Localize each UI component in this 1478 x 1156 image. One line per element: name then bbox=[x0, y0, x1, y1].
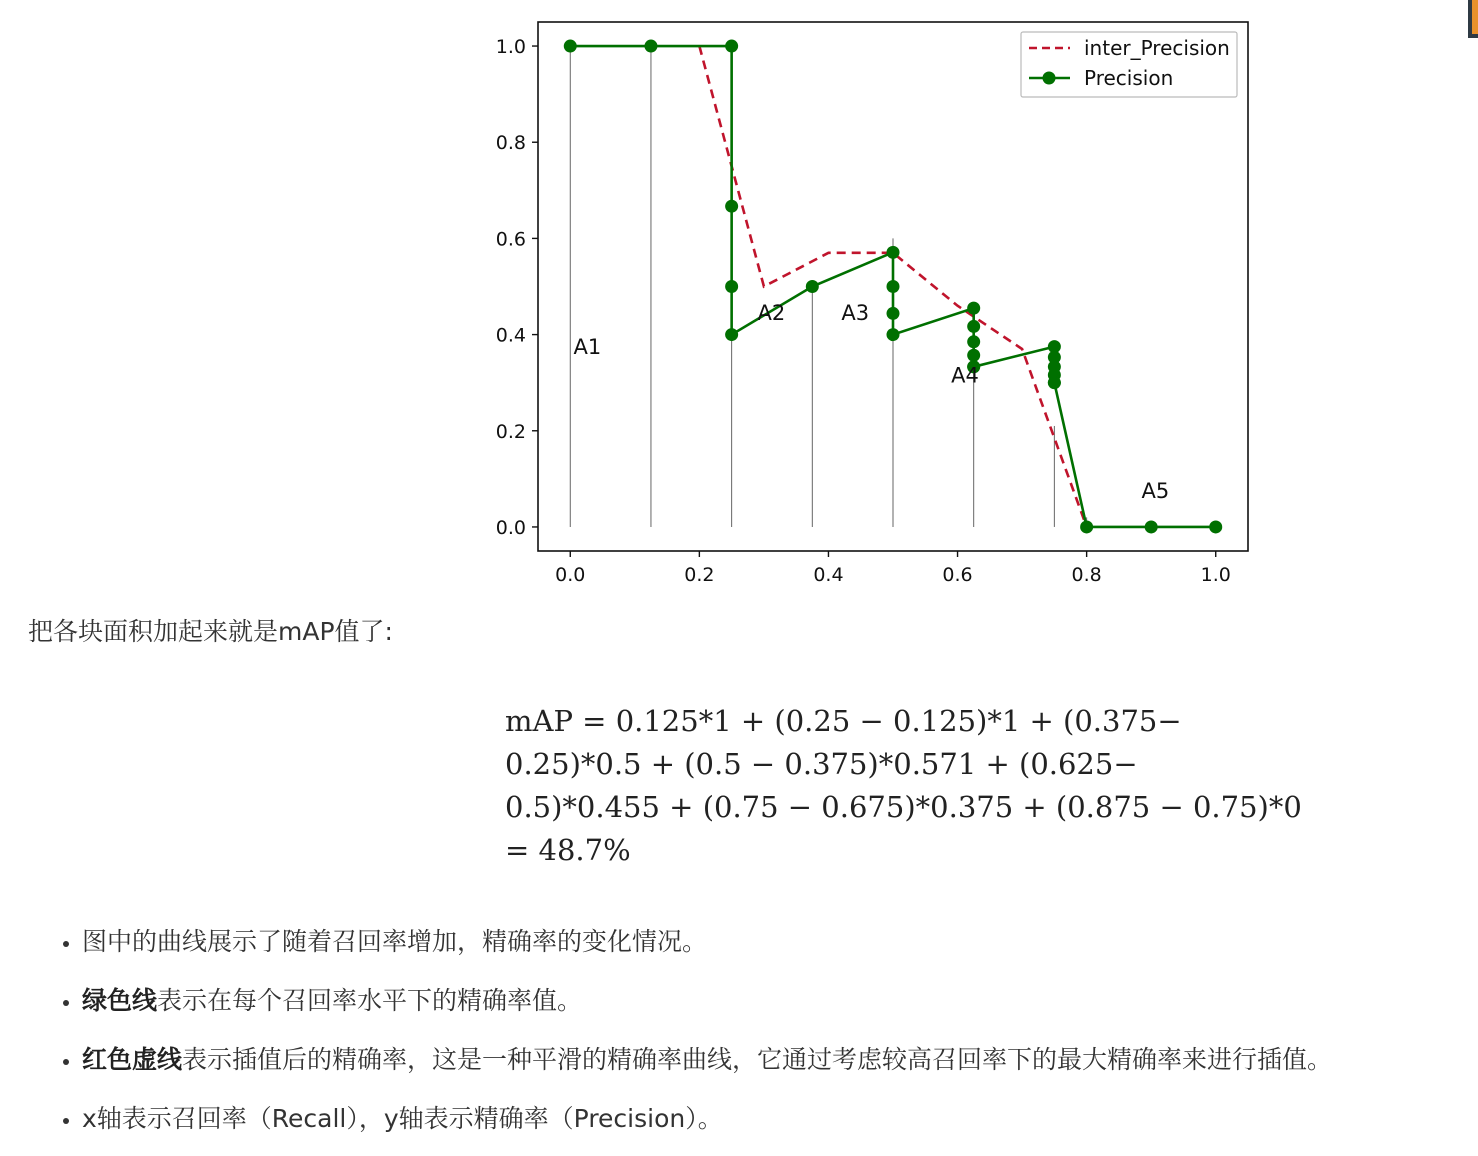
precision-recall-chart bbox=[470, 8, 1260, 598]
area-label: A3 bbox=[841, 301, 870, 326]
corner-tab bbox=[1468, 0, 1478, 38]
formula-line-2: 0.25)*0.5 + (0.5 − 0.375)*0.571 + (0.625− bbox=[505, 747, 1138, 781]
precision-point bbox=[887, 328, 900, 341]
x-tick-label: 0.2 bbox=[684, 564, 715, 586]
y-tick-label: 0.6 bbox=[495, 228, 526, 251]
y-tick-label: 0.4 bbox=[495, 324, 526, 347]
y-tick-label: 0.0 bbox=[495, 516, 526, 539]
list-item-bold: 绿色线 bbox=[82, 986, 158, 1015]
precision-point bbox=[1145, 520, 1158, 533]
x-tick-label: 1.0 bbox=[1200, 564, 1231, 586]
list-item bbox=[82, 979, 1332, 1038]
precision-point bbox=[887, 307, 900, 320]
list-item bbox=[82, 1038, 1332, 1097]
x-tick-label: 0.4 bbox=[813, 564, 844, 586]
legend bbox=[1021, 32, 1237, 97]
area-label: A1 bbox=[573, 334, 602, 359]
precision-point bbox=[644, 40, 657, 53]
precision-point bbox=[806, 280, 819, 293]
precision-point bbox=[887, 246, 900, 259]
y-tick-label: 0.8 bbox=[495, 132, 526, 155]
precision-point bbox=[967, 302, 980, 315]
precision-point bbox=[1209, 520, 1222, 533]
precision-point bbox=[1080, 520, 1093, 533]
intro-text: 把各块面积加起来就是mAP值了: bbox=[28, 617, 393, 646]
list-item-text: 图中的曲线展示了随着召回率增加，精确率的变化情况。 bbox=[82, 927, 708, 956]
precision-point bbox=[725, 200, 738, 213]
area-label: A4 bbox=[951, 363, 979, 388]
formula-line-1: mAP = 0.125*1 + (0.25 − 0.125)*1 + (0.375− bbox=[505, 704, 1182, 738]
formula-line-4: = 48.7% bbox=[505, 833, 631, 867]
legend-precision-label: Precision bbox=[1084, 66, 1174, 90]
precision-point bbox=[1048, 376, 1061, 389]
explanation-list bbox=[0, 920, 1332, 1156]
precision-point bbox=[967, 335, 980, 348]
precision-point bbox=[725, 328, 738, 341]
formula-line-3: 0.5)*0.455 + (0.75 − 0.675)*0.375 + (0.875 − 0.75)*0 bbox=[505, 790, 1302, 824]
y-tick-label: 0.2 bbox=[495, 420, 526, 443]
list-item bbox=[82, 920, 1332, 979]
x-tick-label: 0.6 bbox=[942, 564, 973, 586]
precision-point bbox=[725, 40, 738, 53]
list-item-text: x轴表示召回率（Recall），y轴表示精确率（Precision）。 bbox=[82, 1104, 723, 1133]
list-item-text: 表示在每个召回率水平下的精确率值。 bbox=[157, 986, 583, 1015]
x-tick-label: 0.0 bbox=[555, 564, 586, 586]
list-item bbox=[82, 1097, 1332, 1156]
area-label: A5 bbox=[1141, 479, 1170, 504]
precision-point bbox=[725, 280, 738, 293]
legend-inter-precision-label: inter_Precision bbox=[1084, 36, 1230, 60]
x-tick-label: 0.8 bbox=[1071, 564, 1102, 586]
list-item-text: 表示插值后的精确率，这是一种平滑的精确率曲线，它通过考虑较高召回率下的最大精确率来进行插值。 bbox=[182, 1045, 1333, 1074]
area-label: A2 bbox=[757, 301, 786, 326]
list-item-bold: 红色虚线 bbox=[82, 1045, 183, 1074]
precision-point bbox=[967, 349, 980, 362]
precision-point bbox=[887, 280, 900, 293]
y-tick-label: 1.0 bbox=[495, 36, 526, 59]
map-formula bbox=[505, 700, 1302, 872]
precision-point bbox=[967, 320, 980, 333]
precision-point bbox=[564, 40, 577, 53]
legend-precision-marker bbox=[1043, 72, 1056, 85]
